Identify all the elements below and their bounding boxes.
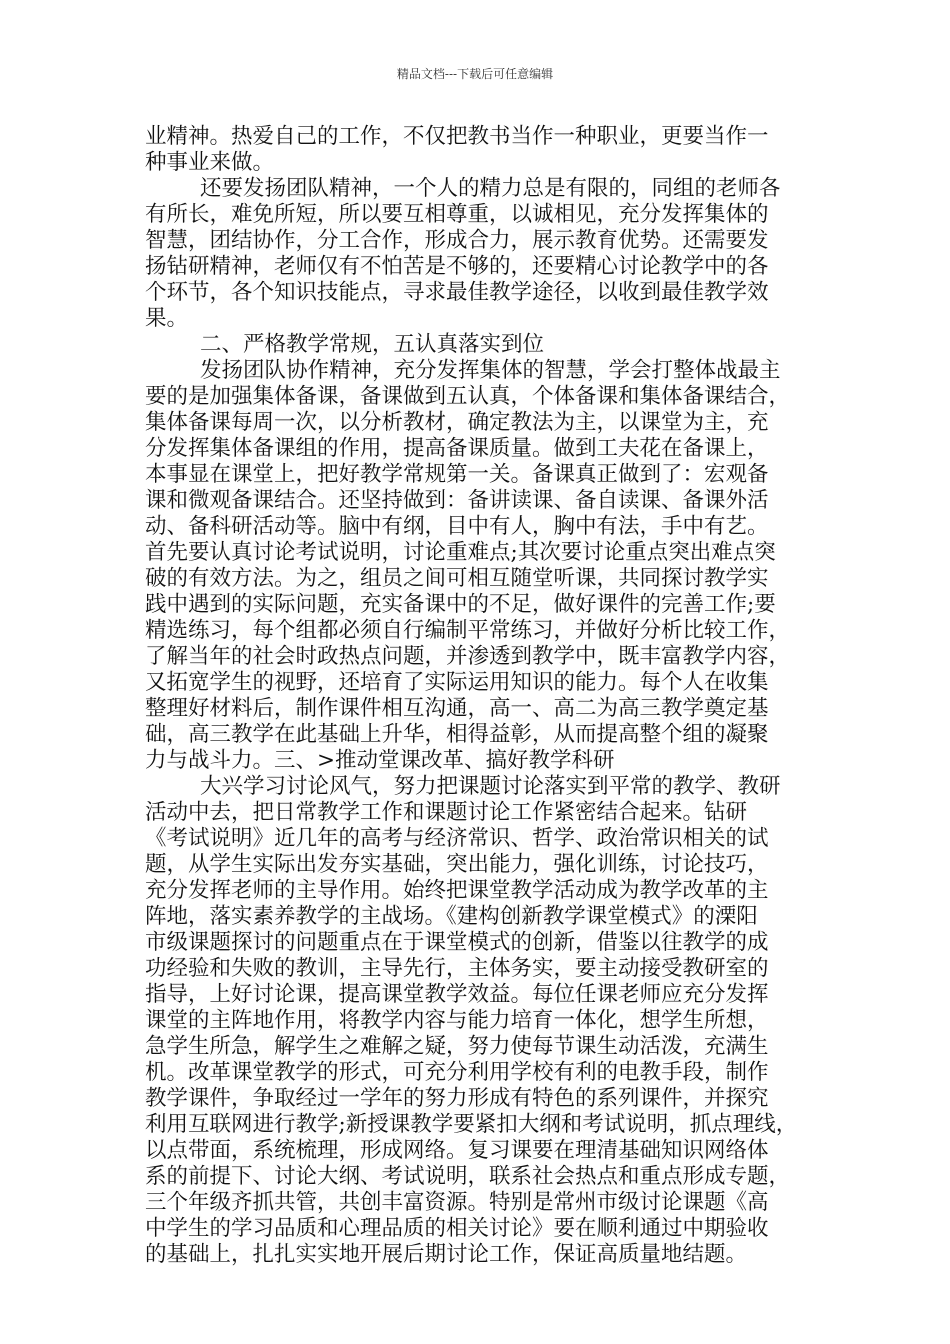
text-line: 急学生所急，解学生之难解之疑，努力使每节课生动活泼，充满生 xyxy=(145,1034,769,1059)
text-line: 整理好材料后，制作课件相互沟通，高一、高二为高三教学奠定基 xyxy=(145,696,769,721)
text-line: 功经验和失败的教训，主导先行，主体务实，要主动接受教研室的 xyxy=(145,956,769,981)
text-line: 扬钻研精神，老师仅有不怕苦是不够的，还要精心讨论教学中的各 xyxy=(145,254,769,279)
text-line: 指导，上好讨论课，提高课堂教学效益。每位任课老师应充分发挥 xyxy=(145,982,769,1007)
text-line: 精选练习，每个组都必须自行编制平常练习，并做好分析比较工作， xyxy=(145,618,791,643)
text-line: 首先要认真讨论考试说明，讨论重难点;其次要讨论重点突出难点突 xyxy=(145,540,776,565)
text-line: 了解当年的社会时政热点问题，并渗透到教学中，既丰富教学内容， xyxy=(145,644,791,669)
text-line: 智慧，团结协作，分工合作，形成合力，展示教育优势。还需要发 xyxy=(145,228,769,253)
text-line: 系的前提下、讨论大纲、考试说明，联系社会热点和重点形成专题， xyxy=(145,1164,791,1189)
text-line: 以点带面，系统梳理，形成网络。复习课要在理清基础知识网络体 xyxy=(145,1138,769,1163)
text-line: 教学课件，争取经过一学年的努力形成有特色的系列课件，并探究 xyxy=(145,1086,769,1111)
text-line: 践中遇到的实际问题，充实备课中的不足，做好课件的完善工作;要 xyxy=(145,592,776,617)
text-line: 要的是加强集体备课，备课做到五认真，个体备课和集体备课结合， xyxy=(145,384,791,409)
text-line: 课堂的主阵地作用，将教学内容与能力培育一体化，想学生所想， xyxy=(145,1008,769,1033)
text-line: 中学生的学习品质和心理品质的相关讨论》要在顺利通过中期验收 xyxy=(145,1216,769,1241)
text-line: 三个年级齐抓共管，共创丰富资源。特别是常州市级讨论课题《高 xyxy=(145,1190,769,1215)
text-line: 果。 xyxy=(145,306,189,331)
text-line: 破的有效方法。为之，组员之间可相互随堂听课，共同探讨教学实 xyxy=(145,566,769,591)
text-line: 的基础上，扎扎实实地开展后期讨论工作，保证高质量地结题。 xyxy=(145,1242,748,1267)
page-header: 精品文档---下载后可任意编辑 xyxy=(396,67,554,81)
text-line: 种事业来做。 xyxy=(145,150,275,175)
text-line: 业精神。热爱自己的工作，不仅把教书当作一种职业，更要当作一 xyxy=(145,124,769,149)
text-line: 阵地，落实素养教学的主战场。《建构创新教学课堂模式》的溧阳 xyxy=(145,904,758,929)
text-line: 活动中去，把日常教学工作和课题讨论工作紧密结合起来。钻研 xyxy=(145,800,748,825)
text-line: 大兴学习讨论风气，努力把课题讨论落实到平常的教学、教研 xyxy=(200,774,781,799)
text-line: 题，从学生实际出发夯实基础，突出能力，强化训练，讨论技巧， xyxy=(145,852,769,877)
text-line: 个环节，各个知识技能点，寻求最佳教学途径，以收到最佳教学效 xyxy=(145,280,769,305)
text-line: 力与战斗力。三、>推动堂课改革、搞好教学科研 xyxy=(145,748,615,773)
text-line: 市级课题探讨的问题重点在于课堂模式的创新，借鉴以往教学的成 xyxy=(145,930,769,955)
text-line: 有所长，难免所短，所以要互相尊重，以诚相见，充分发挥集体的 xyxy=(145,202,769,227)
document-body xyxy=(145,124,811,1268)
text-line: 本事显在课堂上，把好教学常规第一关。备课真正做到了：宏观备 xyxy=(145,462,769,487)
text-line: 动、备科研活动等。脑中有纲，目中有人，胸中有法，手中有艺。 xyxy=(145,514,769,539)
text-line: 充分发挥老师的主导作用。始终把课堂教学活动成为教学改革的主 xyxy=(145,878,769,903)
section-heading: 二、严格教学常规，五认真落实到位 xyxy=(200,332,545,357)
text-line: 分发挥集体备课组的作用，提高备课质量。做到工夫花在备课上， xyxy=(145,436,769,461)
text-line: 集体备课每周一次，以分析教材，确定教法为主，以课堂为主，充 xyxy=(145,410,769,435)
text-line: 还要发扬团队精神，一个人的精力总是有限的，同组的老师各 xyxy=(200,176,781,201)
text-line: 机。改革课堂教学的形式，可充分利用学校有利的电教手段，制作 xyxy=(145,1060,769,1085)
text-line: 发扬团队协作精神，充分发挥集体的智慧，学会打整体战最主 xyxy=(200,358,781,383)
text-line: 《考试说明》近几年的高考与经济常识、哲学、政治常识相关的试 xyxy=(145,826,769,851)
text-line: 利用互联网进行教学;新授课教学要紧扣大纲和考试说明，抓点理线， xyxy=(145,1112,798,1137)
text-line: 课和微观备课结合。还坚持做到：备讲读课、备自读课、备课外活 xyxy=(145,488,769,513)
text-line: 础，高三教学在此基础上升华，相得益彰，从而提高整个组的凝聚 xyxy=(145,722,769,747)
text-line: 又拓宽学生的视野，还培育了实际运用知识的能力。每个人在收集 xyxy=(145,670,769,695)
